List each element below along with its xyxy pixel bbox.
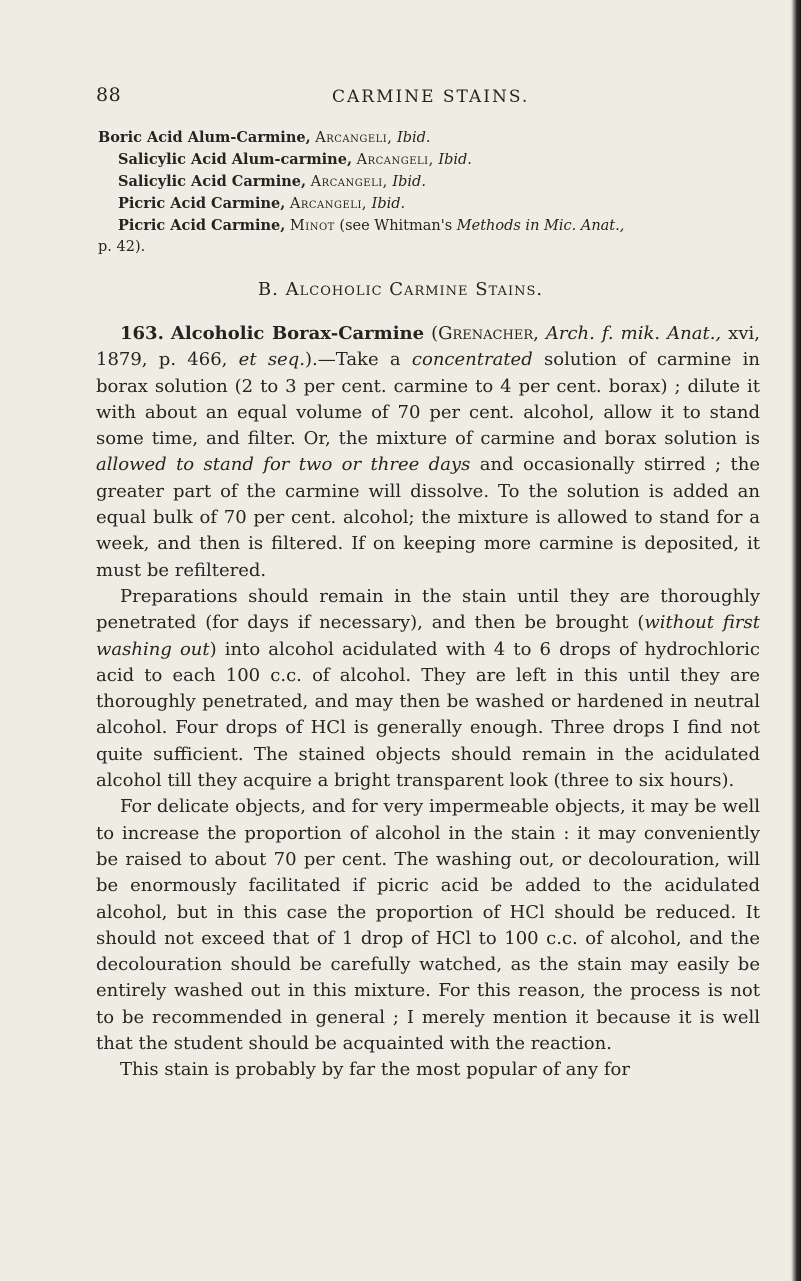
text-run: and occasionally stirred ; the greater part of the carmine will dissolve. To the solution is added an equal bulk of 70 per cent. alcohol; the mixture is allowed to stand for a week, and then is filtered. If on keeping more carmine is deposited, it must be refiltered. xyxy=(96,454,760,581)
reference-name: Picric Acid Carmine, xyxy=(118,195,286,212)
entry-number: 163. xyxy=(120,323,164,344)
reference-item-continued xyxy=(98,237,758,258)
text-run: This stain is probably by far the most popular of any for xyxy=(120,1059,630,1081)
paragraph xyxy=(96,584,760,794)
section-heading xyxy=(0,279,801,300)
text-run-italic: allowed to stand for two or three days xyxy=(96,454,471,476)
paragraph xyxy=(96,794,760,1057)
reference-source: Methods in Mic. Anat., xyxy=(456,218,625,234)
text-run: For delicate objects, and for very impermeable objects, it may be well to increase the proportion of alcohol in the stain : it may conveniently be raised to about 70 per cent. The washing out, or decolouration, will be enormously facilitated if picric acid be added to the acidulated alcohol, but in this case the proportion of HCl should be reduced. It should not exceed that of 1 drop of HCl to 100 c.c. of alcohol, and the decolouration should be carefully watched, as the stain may easily be entirely washed out in this mixture. For this reason, the process is not to be recommended in general ; I merely mention it because it is well that the student should be acquainted with the reaction. xyxy=(96,796,760,1055)
text-run: ).—Take a xyxy=(304,349,401,371)
reference-item xyxy=(98,127,758,149)
entry-etseq: et seq. xyxy=(238,349,305,371)
reference-source: Ibid. xyxy=(392,174,426,190)
text-run: solution of carmine in borax solution (2 to 3 per cent. carmine to 4 per cent. borax) ; dilute it with about an equal volume of 70 per cent. alcohol, allow it to stand some time, and filter. Or, the mixture of carmine and borax solution is xyxy=(96,349,760,450)
reference-item xyxy=(118,215,758,237)
text-run: Preparations should remain in the stain until they are thoroughly penetrated (for days if necessary), and then be brought ( xyxy=(96,585,760,634)
body-text xyxy=(96,321,760,1084)
section-title: Alcoholic Carmine Stains. xyxy=(285,279,544,300)
paragraph xyxy=(96,1057,760,1083)
reference-list xyxy=(98,127,758,258)
reference-item xyxy=(118,193,758,215)
entry-citation: xvi, 1879, p. 466, xyxy=(96,323,760,371)
text-run: ) into alcohol acidulated with 4 to 6 drops of hydrochloric acid to each 100 c.c. of alcohol. They are left in this until they are thoroughly penetrated, and may then be washed or hardened in neutral alcohol. Four drops of HCl is generally enough. Three drops I find not quite sufficient. The stained objects should remain in the acidulated alcohol till they acquire a bright transparent look (three to six hours). xyxy=(96,638,760,792)
text-run-italic: concentrated xyxy=(411,349,533,371)
reference-note: p. 42). xyxy=(98,239,146,255)
reference-author: Arcangeli, xyxy=(289,196,368,212)
paragraph: 163. Alcoholic Borax-Carmine (Grenacher, Arch. f. mik. Anat., xvi, 1879, p. 466, et seq.).—Take a concentrated solution of carmine in borax solution (2 to 3 per cent. carmine to 4 per cent. borax) ; dilute it with about an equal volume of 70 per cent. alcohol, allow it to stand some time, and filter. Or, the mixture of carmine and borax solution is allowed to stand for two or three days and occasionally stirred ; the greater part of the carmine will dissolve. To the solution is added an equal bulk of 70 per cent. alcohol; the mixture is allowed to stand for a week, and then is filtered. If on keeping more carmine is deposited, it must be refiltered. xyxy=(96,323,760,581)
page-header xyxy=(96,84,736,112)
entry-title: Alcoholic Borax-Carmine xyxy=(170,323,425,344)
reference-author: Arcangeli, xyxy=(310,174,388,190)
reference-author: Minot xyxy=(289,218,335,234)
reference-item xyxy=(118,149,758,171)
page-edge-shadow xyxy=(791,0,801,1281)
reference-author: Arcangeli, xyxy=(356,152,434,168)
entry-journal: Arch. f. mik. Anat., xyxy=(545,323,722,344)
running-head: CARMINE STAINS. xyxy=(332,87,530,107)
section-letter: B. xyxy=(257,279,279,300)
text-run-italic: without first washing out xyxy=(96,612,760,660)
page-number: 88 xyxy=(96,84,122,106)
reference-note: (see Whitman's xyxy=(339,218,453,234)
reference-name: Boric Acid Alum-Carmine, xyxy=(98,129,311,146)
entry-author: Grenacher, xyxy=(438,323,539,344)
reference-author: Arcangeli, xyxy=(315,130,393,146)
reference-item xyxy=(118,171,758,193)
reference-source: Ibid. xyxy=(396,130,431,146)
reference-name: Salicylic Acid Carmine, xyxy=(118,173,307,190)
reference-name: Picric Acid Carmine, xyxy=(118,217,286,234)
reference-source: Ibid. xyxy=(438,152,472,168)
reference-source: Ibid. xyxy=(371,196,406,212)
reference-name: Salicylic Acid Alum-carmine, xyxy=(118,151,352,168)
